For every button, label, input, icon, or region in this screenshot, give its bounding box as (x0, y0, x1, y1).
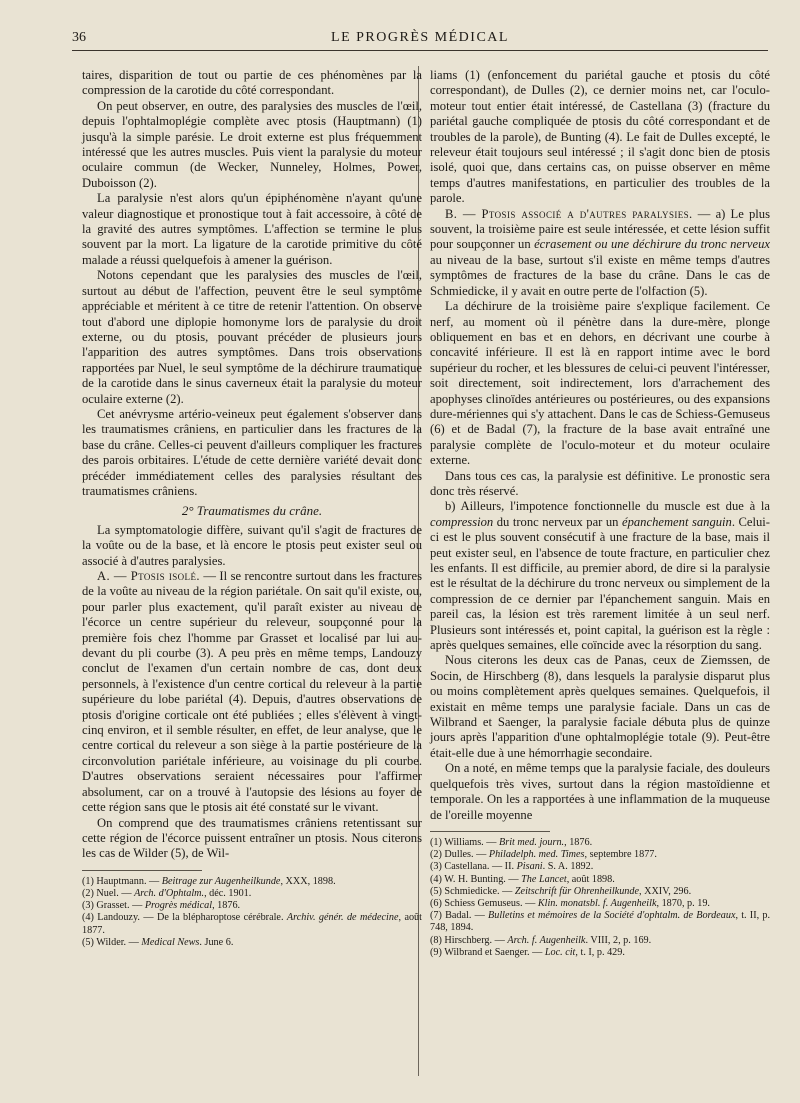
paragraph: Nous citerons les deux cas de Panas, ceux de Ziemssen, de Socin, de Hirschberg (8), dans lesquels la paralysie disparut plus ou moins complètement après quelques semaines. Quelquefois, il existait en même temps une paralysie faciale. Dans un cas de Wilbrand et Saenger, la paralysie faciale débuta plus de quinze jours après l'apparition d'une ophtalmoplégie totale (9). Peut-être était-elle due à une hémorrhagie secondaire. (430, 653, 770, 760)
paragraph: On comprend que des traumatismes crâniens retentissant sur cette région de l'écorce puissent entraîner un ptosis. Nous citerons les cas de Wilder (5), de Wil- (82, 815, 422, 861)
footnote: (4) W. H. Bunting. — The Lancet, août 1898. (430, 873, 615, 885)
footnotes (82, 876, 422, 949)
subsection-lead: A. — Ptosis isolé. (97, 569, 200, 583)
paragraph: La paralysie n'est alors qu'un épiphénomène n'ayant qu'une valeur diagnostique et pronostique tout à fait accessoire, à côté de la gravité des autres symptômes. L'affection se termine le plus souvent par la mort. La ligature de la carotide primitive du côté malade a réussi quelquefois à amener la guérison. (82, 191, 422, 267)
footnote: (2) Dulles. — Philadelph. med. Times, septembre 1877. (430, 849, 657, 861)
footnote-rule (430, 831, 550, 832)
paragraph: liams (1) (enfoncement du pariétal gauche et ptosis du côté correspondant), de Dulles (2), ce dernier moins net, car l'oculo-moteur tout entier était intéressé, de Castellana (3) (fracture du pariétal gauche compliquée de ptosis du côté correspondant et de troubles de la parole), de Bunting (4). Le fait de Dulles excepté, le releveur était toujours seul intéressé ; il s'agit donc bien de ptosis isolé, quoi que, dans certains cas, on puisse observer en même temps d'autres manifestations, en particulier des troubles de la parole. (430, 68, 770, 206)
footnote: (7) Badal. — Bulletins et mémoires de la Société d'ophtalm. de Bordeaux, t. II, p. 748, 1894. (430, 910, 770, 934)
paragraph: B. — Ptosis associé a d'autres paralysies. — a) Le plus souvent, la troisième paire est seule intéressée, et cette lésion suffit pour soupçonner un écrasement ou une déchirure du tronc nerveux au niveau de la base, surtout s'il existe en même temps d'autres symptômes de fractures de la base du crâne. Dans le cas de Schmiedicke, il y avait en outre perte de l'olfaction (5). (430, 206, 771, 298)
paragraph: La symptomatologie diffère, suivant qu'il s'agit de fractures de la voûte ou de la base, et là encore le ptosis peut exister seul ou associé à d'autres paralysies. (82, 522, 422, 568)
paragraph: On a noté, en même temps que la paralysie faciale, des douleurs quelquefois très vives, surtout dans la région mastoïdienne et temporale. On les a rapportées à une inflammation de la muqueuse de l'oreille moyenne (430, 761, 770, 822)
page-number: 36 (72, 30, 86, 45)
footnote: (9) Wilbrand et Saenger. — Loc. cit, t. I, p. 429. (430, 946, 625, 958)
footnotes (430, 837, 770, 959)
footnote: (5) Wilder. — Medical News. June 6. (82, 936, 234, 948)
footnote: (6) Schiess Gemuseus. — Klin. monatsbl. f. Augenheilk, 1870, p. 19. (430, 897, 710, 909)
subsection-lead: B. — Ptosis associé a d'autres paralysies. (445, 206, 693, 221)
page-header (72, 28, 768, 51)
footnote: (1) Williams. — Brit med. journ., 1876. (430, 836, 593, 848)
running-title: LE PROGRÈS MÉDICAL (331, 30, 509, 45)
right-column (430, 68, 770, 959)
footnote: (8) Hirschberg. — Arch. f. Augenheilk. VIII, 2, p. 169. (430, 934, 652, 946)
paragraph: Notons cependant que les paralysies des muscles de l'œil, surtout au début de l'affection, peuvent être le seul symptôme appréciable et méritent à ce titre de retenir l'attention. On observe tout d'abord une diplopie homonyme lors de paralysie du droit externe, ou du ptosis, pouvant précéder de plusieurs jours l'apparition des autres symptômes. Dans trois observations rapportées par Nuel, le seul symptôme de la déchirure traumatique de la carotide dans le sinus caverneux était la paralysie du moteur oculaire externe (2). (82, 268, 422, 406)
section-heading: 2° Traumatismes du crâne. (181, 503, 323, 519)
footnote: (2) Nuel. — Arch. d'Ophtalm., déc. 1901. (82, 887, 252, 899)
paragraph: Dans tous ces cas, la paralysie est définitive. Le pronostic sera donc très réservé. (430, 468, 770, 498)
footnote-rule (82, 870, 202, 871)
footnote: (5) Schmiedicke. — Zeitschrift für Ohrenheilkunde, XXIV, 296. (430, 885, 692, 897)
paragraph: Cet anévrysme artério-veineux peut également s'observer dans les traumatismes crâniens, en particulier dans les fractures de la base du crâne. Celles-ci peuvent d'ailleurs compliquer les fractures des parois orbitaires. L'étude de cette dernière variété devait donc précéder immédiatement celles des paralysies résultant des traumatismes crâniens. (82, 406, 422, 498)
paragraph-text: — Il se rencontre surtout dans les fractures de la voûte au niveau de la région pariétale. On sait qu'il existe, ou, pour parler plus exactement, qu'il paraît exister au niveau de l'écorce un centre supérieur du releveur, soupçonné pour la première fois chez l'homme par Grasset et localisé par lui au-devant du pli courbe (3). A peu près en même temps, Landouzy conclut de l'examen d'un certain nombre de cas, dont deux personnels, à l'existence d'un centre cortical du releveur à la partie supérieure du lobe pariétal (4). Depuis, d'autres observations de ptosis d'origine corticale ont été publiées ; elles s'élèvent à vingt-cinq environ, et il semble résulter, en effet, de leur analyse, que le centre cortical du releveur a son siège à la partie postérieure de la circonvolution pariétale inférieure, au voisinage du pli courbe. D'autres observations seraient nécessaires pour l'affirmer absolument, car on a trouvé à l'autopsie des lésions au foyer de cette région sans que le ptosis ait été constaté sur le vivant. (82, 569, 422, 815)
paragraph: La déchirure de la troisième paire s'explique facilement. Ce nerf, au moment où il pénètre dans la dure-mère, plonge obliquement en bas et en dehors, en décrivant une courbe à concavité inférieure. Il est là en rapport intime avec le bord supérieur du rocher, et les blessures de celui-ci peuvent l'intéresser, soit directement, soit indirectement, lors d'arrachement des apophyses clinoïdes antérieures ou postérieures, ou des expansions dure-mériennes qui s'y attachent. Dans le cas de Schiess-Gemuseus (6) et de Badal (7), la fracture de la base avait entraîné une paralysie complète de l'oculo-moteur et du moteur oculaire externe. (430, 299, 770, 468)
paragraph (82, 569, 422, 816)
left-column (82, 68, 422, 949)
footnote: (1) Hauptmann. — Beitrage zur Augenheilkunde, XXX, 1898. (82, 875, 336, 887)
paragraph: b) Ailleurs, l'impotence fonctionnelle du muscle est due à la compression du tronc nerveux par un épanchement sanguin. Celui-ci est le plus souvent consécutif à une fracture de la base, mais il peut exister seul, en l'absence de toute fracture, en particulier chez les enfants. Il est difficile, au premier abord, de dire si la paralysie est le résultat de la déchirure du tronc nerveux ou simplement de la compression de ce dernier par l'épanchement sanguin. Mais en pareil cas, la lésion est très rarement limitée à un seul nerf. Plusieurs sont intéressés et, point capital, la guérison est la règle : après quelques semaines, elle coïncide avec la résorption du sang. (430, 499, 770, 653)
paragraph: taires, disparition de tout ou partie de ces phénomènes par la compression de la carotide du côté correspondant. (82, 68, 422, 98)
footnote: (3) Castellana. — II. Pisani. S. A. 1892. (430, 861, 594, 873)
paragraph: On peut observer, en outre, des paralysies des muscles de l'œil, depuis l'ophtalmoplégie complète avec ptosis (Hauptmann) (1) jusqu'à la simple parésie. Le droit externe est plus fréquemment intéressé que les autres muscles. Puis vient la paralysie du moteur oculaire commun (de Wecker, Nunneley, Holmes, Power, Duboisson (2). (82, 98, 422, 190)
footnote: (3) Grasset. — Progrès médical, 1876. (82, 900, 241, 912)
footnote: (4) Landouzy. — De la blépharoptose cérébrale. Archiv. génér. de médecine, août 1877. (82, 912, 422, 936)
